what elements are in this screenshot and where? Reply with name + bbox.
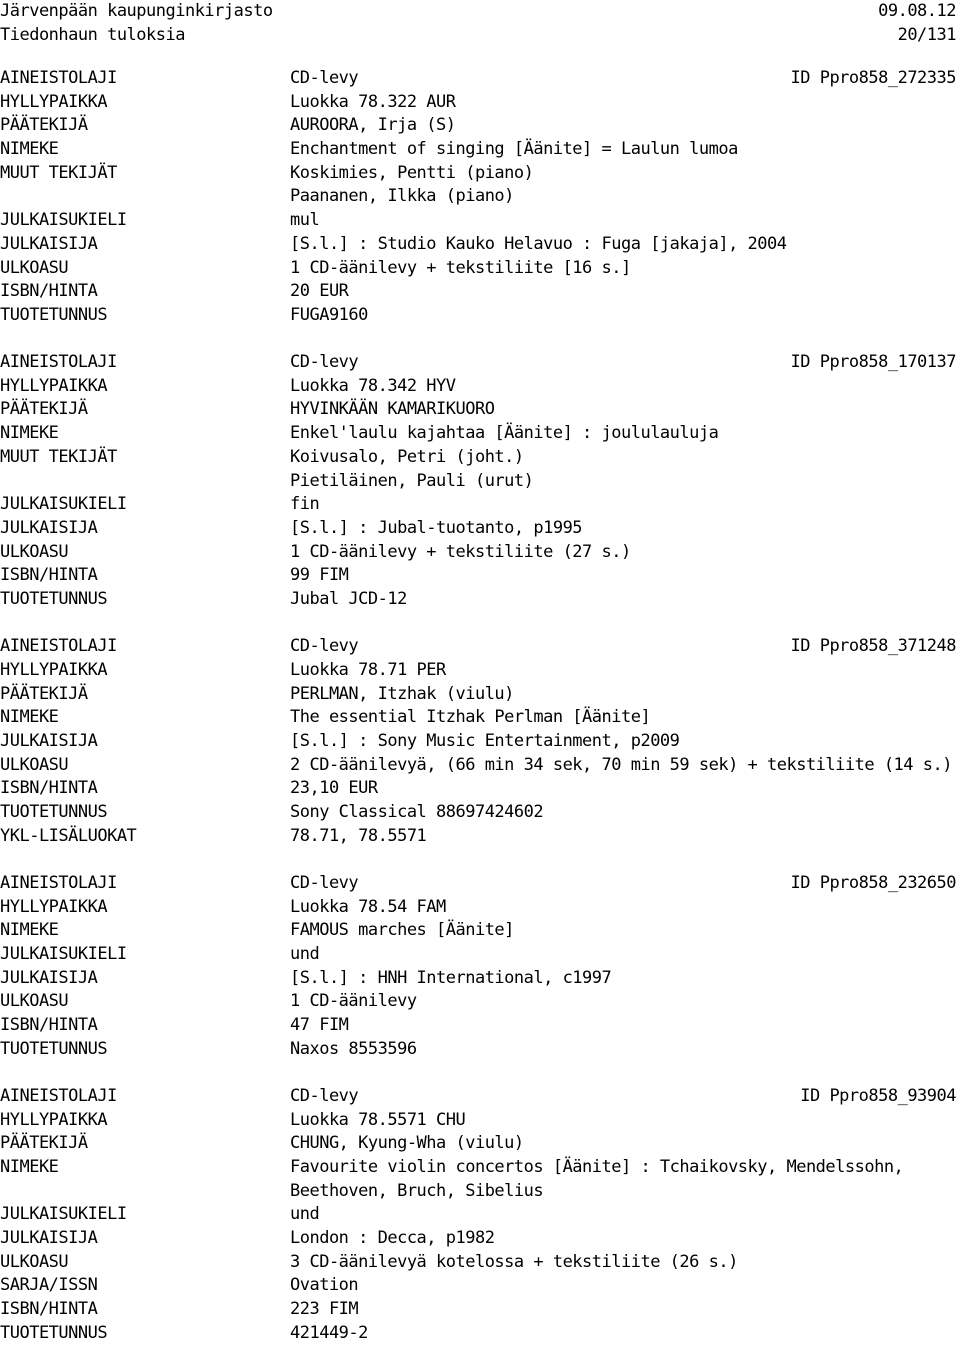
catalog-record [0,351,960,612]
field-label: PÄÄTEKIJÄ [0,115,88,136]
field-value: [S.l.] : HNH International, c1997 [290,967,612,988]
field-value: Paananen, Ilkka (piano) [290,186,514,207]
record-field-row [0,67,960,91]
field-value: Naxos 8553596 [290,1038,417,1059]
field-value: CD-levy [290,636,359,657]
record-field-row [0,185,960,209]
field-value: PERLMAN, Itzhak (viulu) [290,683,514,704]
field-label: PÄÄTEKIJÄ [0,683,88,704]
field-label: JULKAISIJA [0,517,98,538]
field-value: Luokka 78.322 AUR [290,91,456,112]
record-field-row [0,801,960,825]
record-field-row [0,1085,960,1109]
field-value: Pietiläinen, Pauli (urut) [290,470,534,491]
field-value: Jubal JCD-12 [290,588,407,609]
field-label: JULKAISIJA [0,730,98,751]
field-value: 1 CD-äänilevy [290,991,417,1012]
field-label: HYLLYPAIKKA [0,659,108,680]
record-field-row [0,1132,960,1156]
field-label: TUOTETUNNUS [0,1322,108,1343]
field-label: AINEISTOLAJI [0,636,117,657]
field-value: 99 FIM [290,565,349,586]
field-label: YKL-LISÄLUOKAT [0,825,137,846]
record-field-row [0,1322,960,1346]
library-name: Järvenpään kaupunginkirjasto [0,1,273,21]
field-value: 1 CD-äänilevy + tekstiliite [16 s.] [290,257,631,278]
field-value: FUGA9160 [290,304,368,325]
record-field-row [0,233,960,257]
record-field-row [0,304,960,328]
print-date: 09.08.12 [878,1,956,21]
field-label: ULKOASU [0,991,69,1012]
field-label: ISBN/HINTA [0,778,98,799]
record-field-row [0,683,960,707]
record-field-row [0,919,960,943]
field-value: mul [290,210,320,231]
record-field-row [0,1203,960,1227]
record-field-row [0,706,960,730]
header-row-2 [0,24,960,48]
field-value: 23,10 EUR [290,778,378,799]
record-field-row [0,588,960,612]
field-label: ISBN/HINTA [0,281,98,302]
record-field-row [0,1180,960,1204]
field-label: AINEISTOLAJI [0,68,117,88]
record-field-row [0,257,960,281]
record-field-row [0,825,960,849]
field-value: Luokka 78.342 HYV [290,375,456,396]
field-label: HYLLYPAIKKA [0,896,108,917]
field-value: Beethoven, Bruch, Sibelius [290,1180,544,1201]
field-label: HYLLYPAIKKA [0,375,108,396]
field-label: ULKOASU [0,1251,69,1272]
field-value: Koivusalo, Petri (joht.) [290,446,524,467]
record-field-row [0,375,960,399]
field-label: ULKOASU [0,541,69,562]
field-label: JULKAISIJA [0,967,98,988]
field-label: HYLLYPAIKKA [0,91,108,112]
record-field-row [0,280,960,304]
field-label: NIMEKE [0,139,59,160]
field-label: JULKAISIJA [0,233,98,254]
field-label: ULKOASU [0,257,69,278]
field-value: 1 CD-äänilevy + tekstiliite (27 s.) [290,541,631,562]
field-value: Enkel'laulu kajahtaa [Äänite] : joululauluja [290,423,719,444]
field-value: 78.71, 78.5571 [290,825,427,846]
record-field-row [0,351,960,375]
record-field-row [0,635,960,659]
field-value: The essential Itzhak Perlman [Äänite] [290,707,651,728]
field-label: AINEISTOLAJI [0,1085,117,1106]
field-label: JULKAISUKIELI [0,494,127,515]
field-value: fin [290,494,320,515]
field-value: [S.l.] : Sony Music Entertainment, p2009 [290,730,680,751]
record-field-row [0,209,960,233]
record-list [0,67,960,1369]
record-field-row [0,541,960,565]
catalog-record [0,872,960,1062]
field-label: ISBN/HINTA [0,1299,98,1319]
record-field-row [0,967,960,991]
field-value: [S.l.] : Jubal-tuotanto, p1995 [290,517,583,538]
field-value: London : Decca, p1982 [290,1227,495,1248]
record-field-row [0,872,960,896]
field-label: ISBN/HINTA [0,1014,98,1035]
record-field-row [0,493,960,517]
record-field-row [0,990,960,1014]
record-field-row [0,1038,960,1062]
field-label: TUOTETUNNUS [0,588,108,609]
field-value: 47 FIM [290,1014,349,1035]
field-value: [S.l.] : Studio Kauko Helavuo : Fuga [jakaja], 2004 [290,233,787,254]
field-label: AINEISTOLAJI [0,352,117,373]
record-field-row [0,1014,960,1038]
field-label: JULKAISIJA [0,1227,98,1248]
field-label: JULKAISUKIELI [0,943,127,964]
field-value: Sony Classical 88697424602 [290,801,544,822]
field-value: 421449-2 [290,1322,368,1343]
field-label: TUOTETUNNUS [0,304,108,325]
field-value: Favourite violin concertos [Äänite] : Tchaikovsky, Mendelssohn, [290,1156,904,1177]
field-label: ULKOASU [0,754,69,775]
record-field-row [0,896,960,920]
field-label: NIMEKE [0,707,59,728]
record-field-row [0,398,960,422]
record-field-row [0,1109,960,1133]
record-field-row [0,162,960,186]
field-value: CD-levy [290,68,359,88]
record-field-row [0,777,960,801]
field-label: JULKAISUKIELI [0,1204,127,1225]
field-label: NIMEKE [0,920,59,941]
record-field-row [0,730,960,754]
record-field-row [0,1251,960,1275]
record-field-row [0,138,960,162]
field-label: PÄÄTEKIJÄ [0,1133,88,1154]
field-label: ISBN/HINTA [0,565,98,586]
field-label: SARJA/ISSN [0,1275,98,1296]
field-label: TUOTETUNNUS [0,1038,108,1059]
field-value: Luokka 78.71 PER [290,659,446,680]
page-number: 20/131 [897,24,956,45]
record-id: ID Ppro858_272335 [790,68,956,88]
field-value: CHUNG, Kyung-Wha (viulu) [290,1133,524,1154]
record-field-row [0,943,960,967]
record-id: ID Ppro858_232650 [790,872,956,893]
record-field-row [0,114,960,138]
record-field-row [0,422,960,446]
field-value: CD-levy [290,872,359,893]
record-field-row [0,1156,960,1180]
field-value: Ovation [290,1275,359,1296]
catalog-record [0,67,960,328]
record-field-row [0,659,960,683]
record-field-row [0,754,960,778]
field-label: NIMEKE [0,1156,59,1177]
record-field-row [0,1298,960,1322]
field-value: und [290,943,320,964]
field-value: Luokka 78.5571 CHU [290,1109,466,1130]
field-value: HYVINKÄÄN KAMARIKUORO [290,399,495,420]
field-label: MUUT TEKIJÄT [0,446,117,467]
field-value: 3 CD-äänilevyä kotelossa + tekstiliite (26 s.) [290,1251,738,1272]
report-subtitle: Tiedonhaun tuloksia [0,24,185,45]
field-label: HYLLYPAIKKA [0,1109,108,1130]
field-value: Enchantment of singing [Äänite] = Laulun lumoa [290,139,738,160]
record-field-row [0,470,960,494]
record-field-row [0,1274,960,1298]
field-value: Koskimies, Pentti (piano) [290,162,534,183]
field-value: 2 CD-äänilevyä, (66 min 34 sek, 70 min 59 sek) + tekstiliite (14 s.) [290,754,952,775]
page-header [0,0,960,47]
field-value: FAMOUS marches [Äänite] [290,920,514,941]
field-label: MUUT TEKIJÄT [0,162,117,183]
header-row-1 [0,0,960,24]
record-field-row [0,517,960,541]
field-value: CD-levy [290,352,359,373]
catalog-record [0,1085,960,1346]
record-field-row [0,1227,960,1251]
field-value: 20 EUR [290,281,349,302]
field-label: AINEISTOLAJI [0,872,117,893]
field-label: TUOTETUNNUS [0,801,108,822]
record-id: ID Ppro858_93904 [800,1085,956,1106]
field-value: 223 FIM [290,1299,359,1319]
catalog-record [0,635,960,848]
field-value: Luokka 78.54 FAM [290,896,446,917]
record-id: ID Ppro858_170137 [790,352,956,373]
record-field-row [0,446,960,470]
record-id: ID Ppro858_371248 [790,636,956,657]
field-label: JULKAISUKIELI [0,210,127,231]
record-field-row [0,564,960,588]
record-field-row [0,91,960,115]
field-value: CD-levy [290,1085,359,1106]
field-value: AUROORA, Irja (S) [290,115,456,136]
field-label: PÄÄTEKIJÄ [0,399,88,420]
field-value: und [290,1204,320,1225]
field-label: NIMEKE [0,423,59,444]
